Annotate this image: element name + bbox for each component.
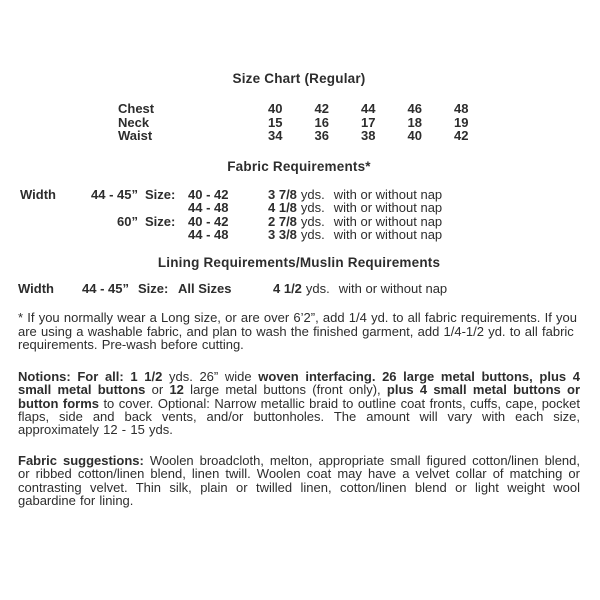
fabric-requirements-table	[18, 188, 580, 242]
size-range: 40 - 42	[188, 213, 229, 229]
yardage-unit: yds.	[300, 187, 325, 203]
width-value: 60”	[117, 213, 138, 229]
yardage: 2 7/8	[268, 213, 297, 229]
waist-value: 38	[361, 128, 376, 144]
size-label: Size:	[145, 187, 176, 203]
nap-note: with or without nap	[338, 281, 448, 297]
chest-value: 44	[361, 101, 376, 117]
width-value	[80, 201, 138, 214]
row-label-chest: Chest	[118, 101, 155, 117]
size-label	[145, 201, 188, 214]
width-label: Width	[18, 281, 54, 297]
size-range: 40 - 42	[188, 187, 229, 203]
waist-value: 40	[407, 128, 422, 144]
yardage-unit: yds.	[300, 213, 325, 229]
size-chart-title: Size Chart (Regular)	[232, 71, 366, 86]
row-label-waist: Waist	[118, 128, 153, 144]
lining-requirements-row	[18, 282, 580, 295]
width-label	[20, 215, 80, 228]
nap-note: with or without nap	[333, 187, 443, 203]
notions-paragraph: Notions: For all: 1 1/2 yds. 26” wide woven interfacing. 26 large metal buttons, plus 4 small metal buttons or 12 large metal buttons (front only), plus 4 small metal buttons or button forms to cover. Optional: Narrow metallic braid to outline coat fronts, cuffs, cape, pocket flaps, side and back vents, and/or buttonholes. The amount will vary with each size, approximately 12 - 15 yds.	[18, 368, 581, 438]
width-value: 44 - 45”	[82, 281, 129, 297]
size-label: Size:	[145, 213, 176, 229]
size-range: 44 - 48	[188, 200, 229, 216]
nap-note: with or without nap	[333, 213, 443, 229]
fabric-suggestions-paragraph: Fabric suggestions: Woolen broadcloth, melton, appropriate small figured cotton/linen blend, or ribbed cotton/linen blend, linen twill. Woolen coat may have a velvet collar of matching or contrasting velvet. Thin silk, plain or twilled linen, cotton/linen blend or light weight wool gabardine for lining.	[18, 452, 580, 508]
width-value	[80, 228, 138, 241]
neck-value: 19	[454, 114, 469, 130]
table-row	[20, 228, 580, 241]
nap-note: with or without nap	[333, 200, 443, 216]
yardage-unit: yds.	[305, 281, 330, 297]
row-label-neck: Neck	[118, 114, 150, 130]
size-label: Size:	[138, 281, 169, 297]
yardage-unit: yds.	[300, 227, 325, 243]
yardage: 4 1/8	[268, 200, 297, 216]
footnote-paragraph: * If you normally wear a Long size, or are over 6’2”, add 1/4 yd. to all fabric requirements. If you are using a washable fabric, and plan to wash the finished garment, add 1/4-1/2 yd. to all fabric requirements. Pre-wash before cutting.	[18, 310, 577, 353]
chest-value: 40	[268, 101, 283, 117]
waist-value: 42	[454, 128, 469, 144]
table-row	[118, 102, 580, 115]
chest-value: 42	[314, 101, 329, 117]
fabric-requirements-title: Fabric Requirements*	[227, 158, 371, 174]
yardage-unit: yds.	[300, 200, 325, 216]
table-row	[118, 116, 580, 129]
width-value: 44 - 45”	[91, 187, 138, 203]
width-label	[20, 228, 80, 241]
chest-value: 48	[454, 101, 469, 117]
yardage: 3 3/8	[268, 227, 297, 243]
yardage: 3 7/8	[268, 187, 297, 203]
table-row	[20, 188, 580, 201]
size-range: All Sizes	[178, 281, 232, 297]
table-row	[20, 215, 580, 228]
size-range: 44 - 48	[188, 227, 229, 243]
table-row	[118, 129, 580, 142]
nap-note: with or without nap	[333, 227, 443, 243]
waist-value: 36	[314, 128, 329, 144]
chest-value: 46	[407, 101, 422, 117]
neck-value: 17	[361, 114, 376, 130]
neck-value: 16	[314, 114, 329, 130]
neck-value: 18	[407, 114, 422, 130]
size-chart-table	[118, 102, 580, 142]
size-label	[145, 228, 188, 241]
yardage: 4 1/2	[273, 281, 302, 297]
width-label: Width	[20, 187, 56, 203]
width-label	[20, 201, 80, 214]
neck-value: 15	[268, 114, 283, 130]
lining-requirements-title: Lining Requirements/Muslin Requirements	[157, 254, 441, 270]
waist-value: 34	[268, 128, 283, 144]
table-row	[20, 201, 580, 214]
